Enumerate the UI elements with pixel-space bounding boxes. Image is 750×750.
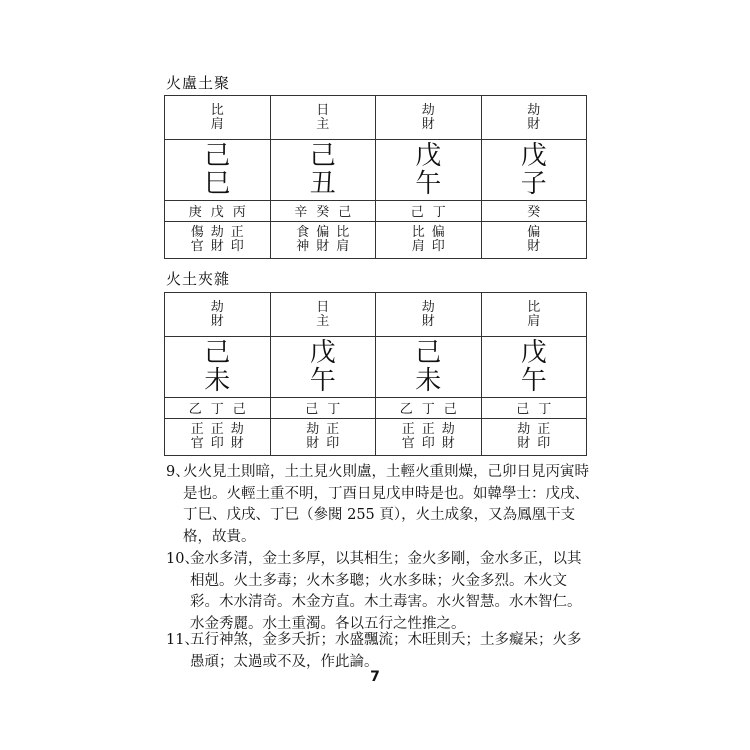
earthly-branch: 午: [309, 366, 336, 396]
paragraph-11: [166, 630, 592, 673]
heavenly-stem: 己: [204, 141, 231, 171]
hidden-stems: 己 丁: [376, 201, 482, 222]
earthly-branch: 未: [415, 366, 442, 396]
hidden-stems: 癸: [481, 201, 587, 222]
heavenly-stem: 戊: [415, 141, 442, 171]
chart2-title: 火土夾雜: [166, 270, 231, 288]
hidden-stems: 辛 癸 己: [270, 201, 376, 222]
hidden-gods: 傷官劫財正印: [165, 222, 271, 259]
earthly-branch: 午: [520, 366, 547, 396]
hidden-stems: 乙 丁 己: [165, 398, 271, 419]
hidden-gods: 比肩偏印: [376, 222, 482, 259]
paragraph-text: 金水多清，金土多厚，以其相生；金火多剛，金水多正，以其相剋。火土多毒；火木多聰；火水多昧；火金多烈。木火文彩。木水清奇。木金方直。木土毒害。水火智慧。水木智仁。水金秀麗。水土重濁。各以五行之性推之。: [190, 551, 582, 632]
hidden-stems: 庚 戊 丙: [165, 201, 271, 222]
hidden-gods: 劫財正印: [270, 419, 376, 456]
hidden-gods: 正官正印劫財: [376, 419, 482, 456]
earthly-branch: 巳: [204, 169, 231, 199]
heavenly-stem: 己: [309, 141, 336, 171]
ten-god-label: 比肩: [527, 299, 541, 329]
hidden-gods: 偏財: [481, 222, 587, 259]
bazi-chart-1: [164, 95, 587, 259]
hidden-gods: 正官正印劫財: [165, 419, 271, 456]
heavenly-stem: 戊: [520, 141, 547, 171]
hidden-gods: 劫財正印: [481, 419, 587, 456]
earthly-branch: 子: [520, 169, 547, 199]
heavenly-stem: 己: [204, 338, 231, 368]
ten-god-label: 劫財: [421, 299, 435, 329]
heavenly-stem: 戊: [309, 338, 336, 368]
hidden-gods: 食神偏財比肩: [270, 222, 376, 259]
ten-god-label: 劫財: [421, 102, 435, 132]
ten-god-label: 比肩: [210, 102, 224, 132]
chart1-title: 火盧土聚: [166, 74, 231, 92]
paragraph-10: [166, 549, 592, 635]
bazi-chart-2: [164, 292, 587, 456]
paragraph-number: 9、: [166, 464, 190, 480]
page-number: 7: [370, 669, 380, 685]
earthly-branch: 丑: [309, 169, 336, 199]
hidden-stems: 己 丁: [481, 398, 587, 419]
paragraph-text: 火火見土則暗，土土見火則盧，土輕火重則燥，己卯日見丙寅時是也。火輕土重不明，丁酉日見戊申時是也。如韓學士：戊戌、丁巳、戊戌、丁巳（參閱 255 頁），火土成象，又為鳳凰干支格，故貴。: [183, 464, 589, 545]
ten-god-label: 劫財: [527, 102, 541, 132]
ten-god-label: 劫財: [210, 299, 224, 329]
ten-god-label: 日主: [316, 102, 330, 132]
paragraph-text: 五行神煞，金多夭折；水盛飄流；木旺則夭；土多癡呆；火多愚頑；太過或不及，作此論。: [190, 632, 582, 670]
hidden-stems: 乙 丁 己: [376, 398, 482, 419]
paragraph-number: 11、: [166, 632, 199, 648]
heavenly-stem: 戊: [520, 338, 547, 368]
earthly-branch: 未: [204, 366, 231, 396]
paragraph-9: [166, 462, 592, 548]
hidden-stems: 己 丁: [270, 398, 376, 419]
heavenly-stem: 己: [415, 338, 442, 368]
ten-god-label: 日主: [316, 299, 330, 329]
paragraph-number: 10、: [166, 551, 199, 567]
earthly-branch: 午: [415, 169, 442, 199]
